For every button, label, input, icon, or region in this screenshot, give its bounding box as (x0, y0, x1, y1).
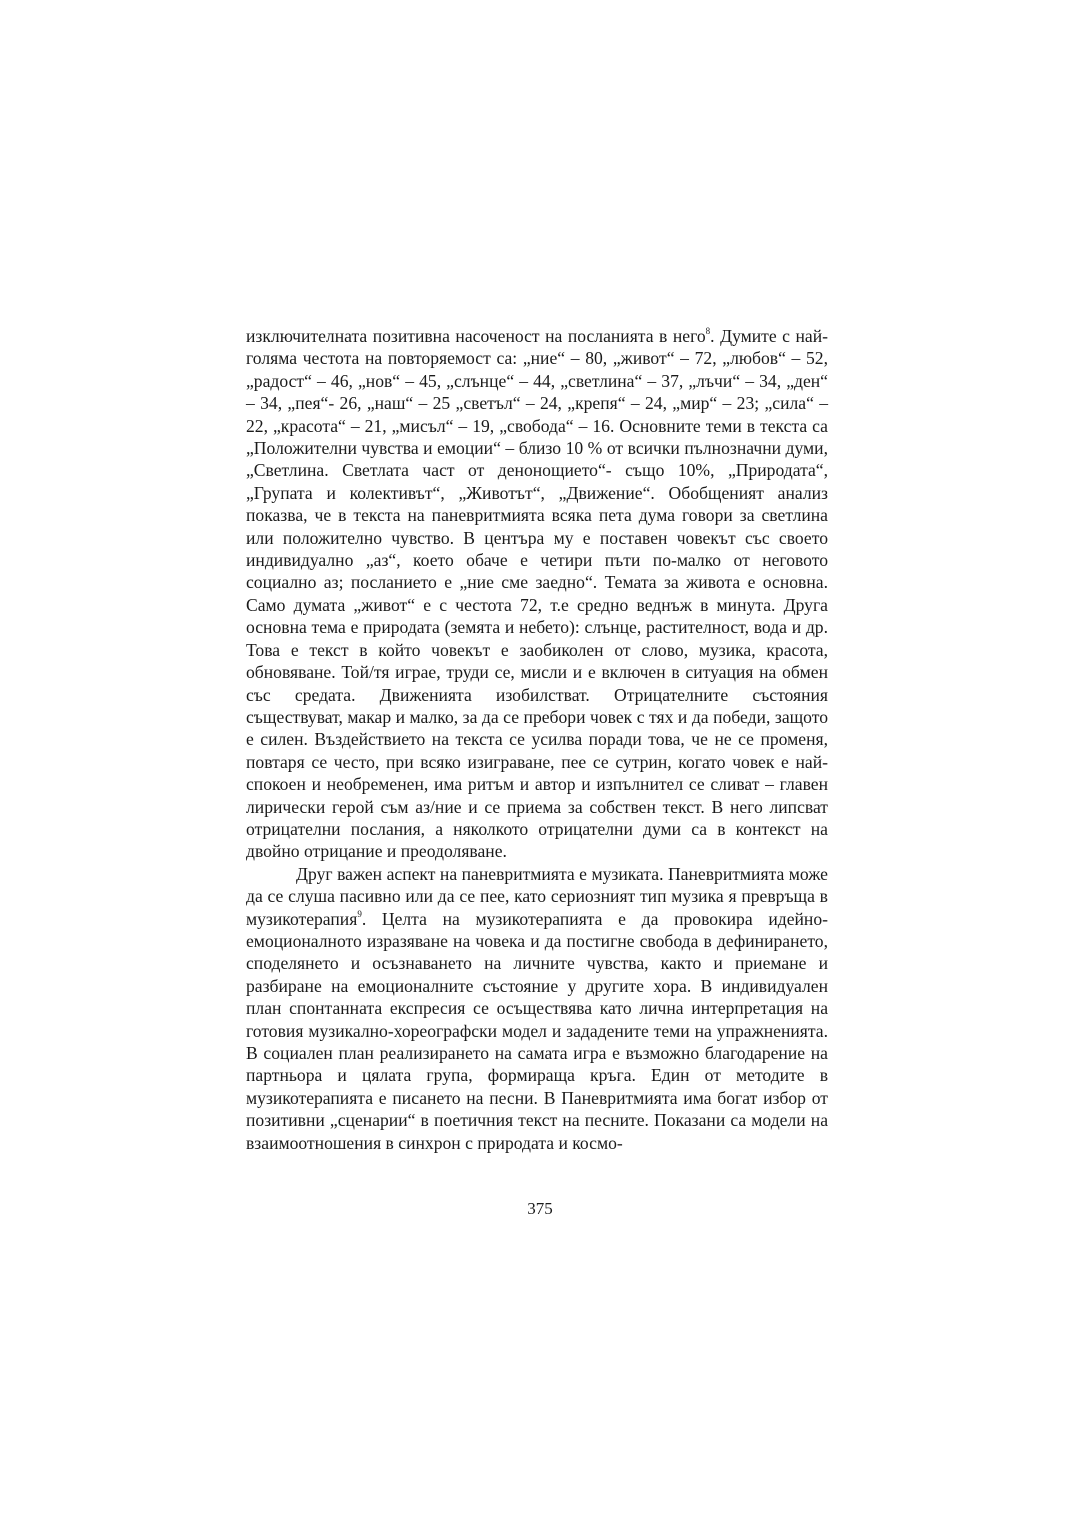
paragraph-text: изключителната позитивна насоченост на посланията в него (246, 326, 706, 346)
paragraph (246, 863, 828, 1154)
paragraph (246, 325, 828, 863)
paragraph-text: Друг важен аспект на паневритмията е музиката. Паневритмията може да се слуша пасивно или да се пее, като сериозният тип музика я превръща в музикотерапия (246, 863, 828, 929)
footnote-marker[interactable]: 9 (357, 908, 362, 919)
paragraph-text: . Целта на музикотерапията е да провокира идейно-емоционалното изразяване на човека и да постигне свобода в дефинирането, споделянето и осъзнаването на личните чувства, както и приемане и разбиране на емоционалните състояние у другите хора. В индивидуален план спонтанната експресия се осъществява като лична интерпретация на готовия музикално-хореографски модел и зададените теми на упражненията. В социален план реализирането на самата игра е възможно благодарение на партньора и цялата група, формираща кръга. Един от методите в музикотерапията е писането на песни. В Паневритмията има богат избор от позитивни „сценарии“ в поетичния текст на песните. Показани са модели на взаимоотношения в синхрон с природата и космо- (246, 908, 828, 1153)
footnote-marker[interactable]: 8 (705, 326, 711, 337)
page-number: 375 (527, 1199, 553, 1218)
paragraph-text: . Думите с най-голяма честота на повторяемост са: „ние“ – 80, „живот“ – 72, „любов“ – 52, „радост“ – 46, „нов“ – 45, „слънце“ – 44, „светлина“ – 37, „лъчи“ – 34, „ден“ – 34, „пея“- 26, „наш“ – 25 „светъл“ – 24, „крепя“ – 24, „мир“ – 23; „сила“ – 22, „красота“ – 21, „мисъл“ – 19, „свобода“ – 16. Основните теми в текста са „Положителни чувства и емоции“ – близо 10 % от всички пълнозначни думи, „Светлина. Светлата част от денонощието“- също 10%, „Природата“, „Групата и колективът“, „Животът“, „Движение“. Обобщеният анализ показва, че в текста на паневритмията всяка пета дума говори за светлина или положително чувство. В центъра му е поставен човекът със своето индивидуално „аз“, което обаче е четири пъти по-малко от неговото социално аз; посланието е „ние сме заедно“. Темата за живота е основна. Само думата „живот“ е с честота 72, т.е средно веднъж в минута. Друга основна тема е природата (земята и небето): слънце, растителност, вода и др. Това е текст в който човекът е заобиколен от слово, музика, красота, обновяване. Той/тя играе, труди се, мисли и е включен в ситуация на обмен със средата. Движенията изобилстват. Отрицателните състояния съществуват, макар и малко, за да се пребори човек с тях и да победи, защото е силен. Въздействието на текста се усилва поради това, че не се променя, повтаря се често, при всяко изиграване, пее се сутрин, когато човек е най-спокоен и необременен, има ритъм и автор и изпълнител се сливат – главен лирически герой съм аз/ние и се приема за собствен текст. В него липсват отрицателни послания, а няколкото отрицателни думи са в контекст на двойно отрицание и преодоляване. (246, 326, 828, 862)
body-text (246, 325, 828, 1154)
